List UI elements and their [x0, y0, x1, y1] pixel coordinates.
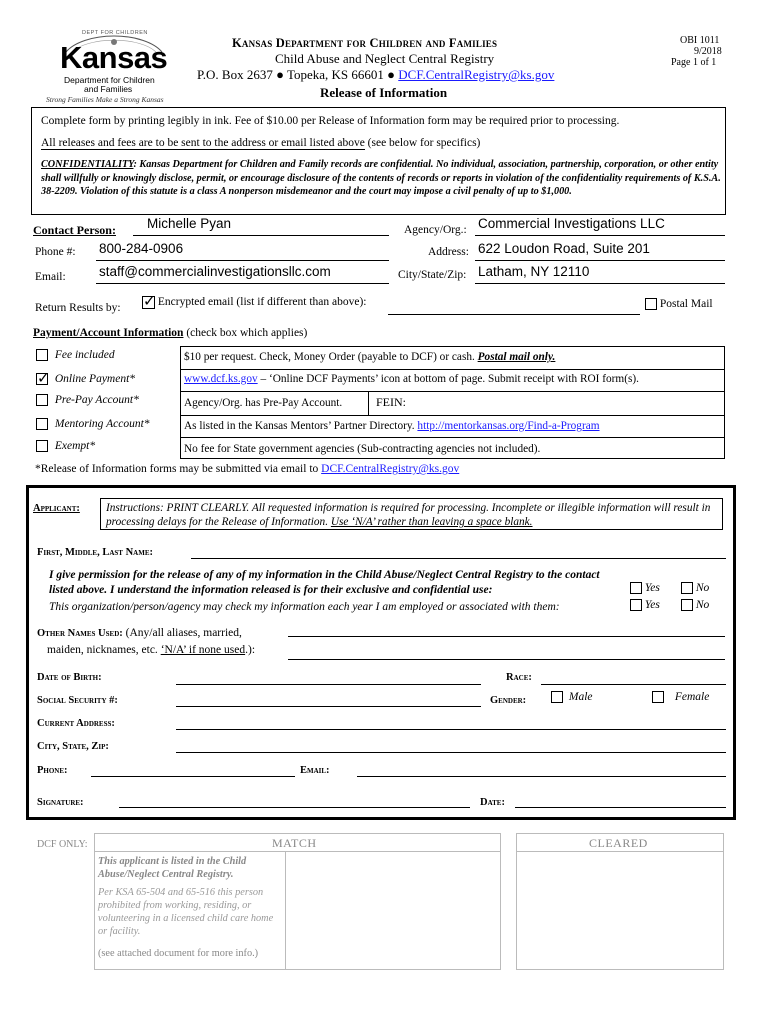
applicant-email-field[interactable]: [357, 765, 726, 777]
email-value[interactable]: staff@commercialinvestigationsllc.com: [96, 264, 389, 284]
applicant-instructions-box: [100, 498, 723, 530]
form-code: OBI 1011: [680, 35, 720, 46]
contact-person-value[interactable]: Michelle Pyan: [133, 216, 389, 236]
return-results-label: Return Results by:: [35, 302, 121, 314]
gender-male-checkbox[interactable]: [551, 691, 563, 703]
online-payment-checkbox[interactable]: [36, 373, 48, 385]
permission-text: I give permission for the release of any of my information in the Child Abuse/Neglect Central Registry to the contact listed above. I understand the information released is for their exclusive and confidential use:: [49, 569, 600, 596]
mentor-kansas-link[interactable]: http://mentorkansas.org/Find-a-Program: [417, 420, 600, 432]
ssn-label: Social Security #:: [37, 695, 118, 706]
dcf-prohibited-text: Per KSA 65-504 and 65-516 this person prohibited from working, residing, or volunteering in a licensed child care home or facility.: [98, 887, 274, 937]
city-state-zip-label: City, State, Zip:: [37, 741, 109, 752]
fee-included-desc: $10 per request. Check, Money Order (payable to DCF) or cash.: [184, 351, 478, 363]
gender-male[interactable]: [551, 691, 593, 703]
other-names-na: ‘N/A’ if none used: [160, 644, 246, 656]
gender-male-label: Male: [568, 691, 593, 703]
signature-label: Signature:: [37, 797, 84, 808]
fein-label: FEIN:: [376, 395, 406, 409]
form-title: Release of Information: [320, 85, 448, 100]
applicant-label: Applicant:: [33, 503, 80, 514]
city-value[interactable]: Latham, NY 12110: [475, 264, 725, 284]
current-address-label: Current Address:: [37, 718, 115, 729]
confidentiality-label: CONFIDENTIALITY: [41, 159, 134, 170]
mentoring-label: Mentoring Account*: [54, 418, 150, 430]
instructions-line1: Complete form by printing legibly in ink. Fee of $10.00 per Release of Information form may be required prior to processing.: [41, 115, 620, 127]
race-label: Race:: [506, 672, 532, 683]
instructions-line2-tail: (see below for specifics): [364, 137, 481, 149]
other-names-hint: (Any/all aliases, married,: [122, 627, 242, 639]
dcf-cleared-box: [516, 833, 724, 970]
other-names-field-2[interactable]: [288, 646, 725, 660]
return-email-checkbox[interactable]: [142, 296, 155, 309]
name-label: First, Middle, Last Name:: [37, 547, 153, 558]
phone-value[interactable]: 800-284-0906: [96, 241, 389, 261]
payment-option-online[interactable]: [36, 373, 135, 385]
registry-name: Child Abuse and Neglect Central Registry: [275, 51, 495, 66]
return-email-field[interactable]: [388, 301, 640, 315]
dcf-cleared-heading: CLEARED: [589, 836, 648, 850]
name-field[interactable]: [191, 546, 726, 559]
payment-desc-row: [180, 370, 725, 392]
permission-yes[interactable]: [630, 582, 660, 594]
payment-option-mentoring[interactable]: [36, 418, 150, 430]
city-state-zip-field[interactable]: [176, 740, 726, 753]
current-address-field[interactable]: [176, 717, 726, 730]
return-postal-checkbox[interactable]: [645, 298, 657, 310]
date-field[interactable]: [515, 795, 726, 808]
email-label: Email:: [35, 271, 66, 283]
footnote-email-link[interactable]: DCF.CentralRegistry@ks.gov: [321, 463, 460, 475]
annual-yes[interactable]: [630, 599, 660, 611]
payment-heading-tail: (check box which applies): [183, 327, 308, 339]
logo-dept-line2: and Families: [84, 84, 133, 94]
form-date: 9/2018: [694, 46, 722, 57]
payment-desc-row: [180, 438, 725, 459]
agency-title: Kansas Department for Children and Families: [232, 36, 498, 50]
dcf-match-heading: MATCH: [272, 836, 317, 850]
other-names-tail: .):: [245, 644, 256, 656]
dcf-cleared-divider: [516, 851, 724, 852]
online-payment-label: Online Payment*: [54, 373, 136, 385]
prepay-checkbox[interactable]: [36, 394, 48, 406]
applicant-instructions: Instructions: PRINT CLEARLY. All requested information is required for processing. Incomplete or illegible information will result in processing delays for the Release of Information.: [106, 502, 711, 528]
date-label: Date:: [480, 797, 505, 808]
applicant-phone-label: Phone:: [37, 765, 68, 776]
payment-option-fee-included[interactable]: [36, 349, 115, 361]
gender-female-checkbox[interactable]: [652, 691, 664, 703]
other-names-hint2: maiden, nicknames, etc.: [47, 644, 161, 656]
exempt-desc: No fee for State government agencies (Sub-contracting agencies not included).: [184, 443, 541, 455]
payment-desc-row: [180, 416, 725, 438]
logo-tagline: Strong Families Make a Strong Kansas: [46, 95, 164, 104]
footnote-text: *Release of Information forms may be submitted via email to: [35, 463, 322, 475]
payment-desc-row: [180, 346, 725, 370]
payment-desc-table: [180, 346, 725, 459]
dcf-listed-text: This applicant is listed in the Child Abuse/Neglect Central Registry.: [98, 856, 247, 880]
agency-value[interactable]: Commercial Investigations LLC: [475, 216, 725, 236]
fee-included-checkbox[interactable]: [36, 349, 48, 361]
contact-person-label: Contact Person:: [33, 223, 116, 237]
other-names-field-1[interactable]: [288, 624, 725, 637]
other-names-title: Other Names Used:: [37, 628, 123, 639]
city-label: City/State/Zip:: [398, 269, 467, 281]
signature-field[interactable]: [119, 795, 470, 808]
payment-footnote: [35, 463, 459, 475]
exempt-label: Exempt*: [54, 440, 96, 452]
permission-no-checkbox[interactable]: [681, 582, 693, 594]
instructions-line2-underlined: All releases and fees are to be sent to the address or email listed above: [41, 137, 365, 149]
payment-desc-row: [180, 392, 725, 416]
logo-arc-text: DEPT FOR CHILDREN: [82, 30, 148, 36]
payment-option-prepay[interactable]: [36, 394, 139, 406]
dcf-only-label: DCF ONLY:: [37, 839, 88, 850]
header-email-link[interactable]: DCF.CentralRegistry@ks.gov: [398, 67, 555, 82]
prepay-label: Pre-Pay Account*: [54, 394, 139, 406]
phone-label: Phone #:: [35, 246, 76, 258]
gender-female-label: Female: [674, 691, 710, 703]
dob-label: Date of Birth:: [37, 672, 102, 683]
prepay-desc: Agency/Org. has Pre-Pay Account.: [181, 392, 369, 415]
applicant-email-label: Email:: [300, 765, 330, 776]
fee-included-label: Fee included: [54, 349, 115, 361]
confidentiality-text: : Kansas Department for Children and Family records are confidential. No individual, association, partnership, corporation, or other entity shall willfully or knowingly disclose, permit, or encourage disclosure of the contents of records or reports in violation of the confidentiality requirements of K.S.A. 38-2209. Violation of this statute is a class A nonperson misdemeanor and the court may impose a civil penalty of up to $1,000.: [41, 159, 721, 197]
annual-yes-label: Yes: [644, 599, 660, 611]
annual-check-text: This organization/person/agency may check my information each year I am employed or associated with them:: [49, 601, 560, 613]
annual-no-label: No: [695, 599, 710, 611]
dcf-website-link[interactable]: www.dcf.ks.gov: [184, 373, 258, 385]
return-postal-label: Postal Mail: [659, 298, 713, 310]
agency-label: Agency/Org.:: [404, 224, 467, 236]
dcf-attached-text: (see attached document for more info.): [98, 948, 259, 959]
return-postal-option[interactable]: [645, 298, 713, 310]
dob-field[interactable]: [176, 672, 481, 685]
permission-no-label: No: [695, 582, 710, 594]
permission-yes-label: Yes: [644, 582, 660, 594]
annual-no[interactable]: [681, 599, 709, 611]
dcf-logo: [44, 28, 174, 108]
mentoring-desc: As listed in the Kansas Mentors’ Partner Directory.: [184, 420, 418, 432]
fee-included-desc-em: Postal mail only.: [477, 351, 556, 363]
payment-option-exempt[interactable]: [36, 440, 95, 452]
gender-female[interactable]: [652, 691, 709, 703]
payment-heading: [33, 327, 307, 339]
applicant-phone-field[interactable]: [91, 765, 295, 777]
address-value[interactable]: 622 Loudon Road, Suite 201: [475, 241, 725, 261]
annual-no-checkbox[interactable]: [681, 599, 693, 611]
race-field[interactable]: [541, 672, 726, 685]
return-email-option[interactable]: [142, 296, 367, 309]
annual-yes-checkbox[interactable]: [630, 599, 642, 611]
confidentiality-notice: [41, 158, 721, 199]
page-info: Page 1 of 1: [671, 57, 717, 68]
logo-dept-line1: Department for Children: [64, 75, 155, 85]
gender-label: Gender:: [490, 695, 527, 706]
applicant-instructions-na: Use ‘N/A’ rather than leaving a space blank.: [330, 516, 533, 528]
payment-heading-label: Payment/Account Information: [33, 327, 184, 339]
ssn-field[interactable]: [176, 694, 481, 707]
instructions-line2: [41, 137, 480, 149]
mentoring-checkbox[interactable]: [36, 418, 48, 430]
address-line: [197, 67, 554, 83]
other-names-label: [37, 625, 255, 658]
permission-yes-checkbox[interactable]: [630, 582, 642, 594]
online-payment-desc: – ‘Online DCF Payments’ icon at bottom of page. Submit receipt with ROI form(s).: [257, 373, 639, 385]
return-email-label: Encrypted email (list if different than above):: [157, 296, 367, 309]
permission-no[interactable]: [681, 582, 709, 594]
address-text: P.O. Box 2637 ● Topeka, KS 66601 ●: [197, 67, 396, 82]
address-label: Address:: [428, 246, 469, 258]
logo-name: Kansas: [60, 40, 168, 75]
exempt-checkbox[interactable]: [36, 440, 48, 452]
